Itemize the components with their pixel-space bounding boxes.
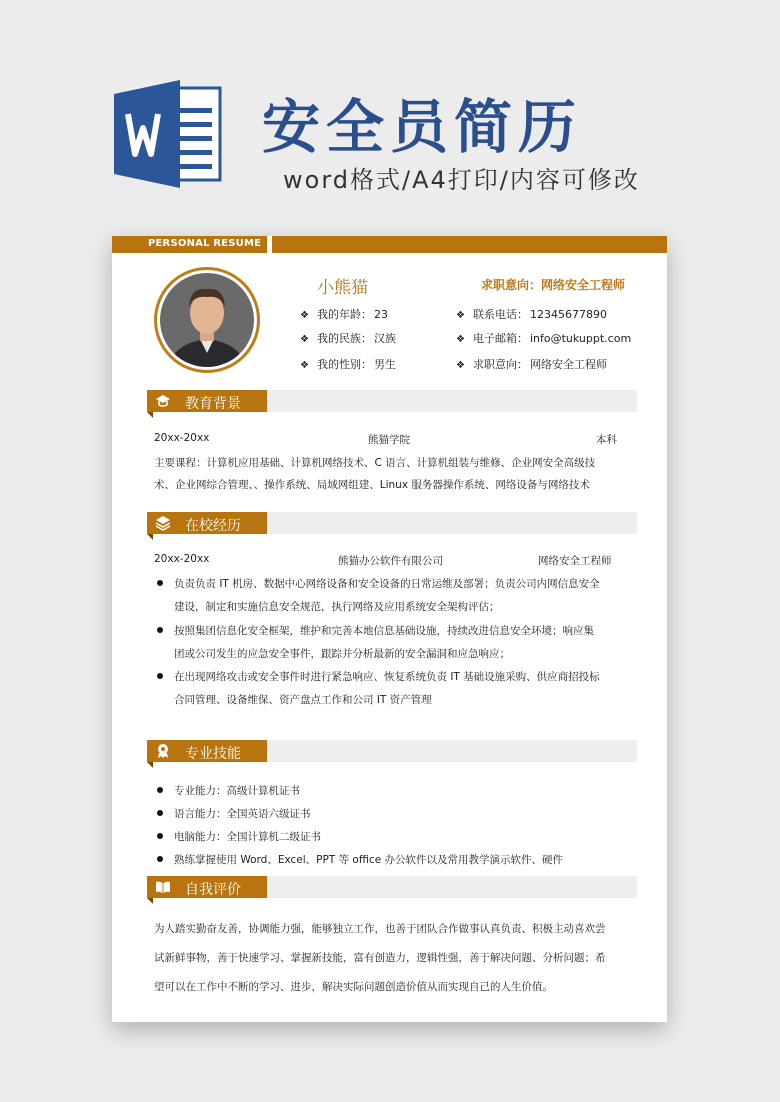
self-eval-line2: 试新鲜事物，善于快速学习、掌握新技能，富有创造力，逻辑性强，善于解决问题、分析问题；希: [154, 952, 606, 964]
graduation-cap-icon: [155, 393, 171, 409]
experience-position: 网络安全工程师: [538, 555, 612, 567]
bullet-dot: [157, 673, 163, 679]
section-education-header: [147, 390, 637, 412]
education-degree: 本科: [596, 434, 617, 446]
promo-title: 安全员简历: [262, 93, 583, 161]
section-self-eval-title: 自我评价: [185, 882, 241, 898]
diamond-bullet-icon: ❖: [300, 334, 309, 345]
info-age: ❖ 我的年龄： 23: [300, 308, 388, 321]
diamond-bullet-icon: ❖: [300, 310, 309, 321]
avatar: [154, 267, 260, 373]
info-gender: ❖ 我的性别： 男生: [300, 358, 396, 371]
skill-item-2: 语言能力：全国英语六级证书: [174, 808, 311, 820]
resume-tag: PERSONAL RESUME: [148, 238, 262, 249]
section-experience-header: [147, 512, 637, 534]
diamond-bullet-icon: ❖: [456, 334, 465, 345]
diamond-bullet-icon: ❖: [456, 310, 465, 321]
info-email: ❖ 电子邮箱： info@tukuppt.com: [456, 332, 632, 345]
bullet-dot: [157, 627, 163, 633]
diamond-bullet-icon: ❖: [456, 360, 465, 371]
education-period: 20xx-20xx: [154, 432, 210, 444]
award-badge-icon: [155, 743, 171, 759]
bullet-dot: [157, 580, 163, 586]
promo-subtitle: word格式/A4打印/内容可修改: [283, 166, 640, 194]
self-eval-line3: 望可以在工作中不断的学习、进步，解决实际问题创造价值从而实现自己的人生价值。: [154, 981, 553, 993]
experience-company: 熊猫办公软件有限公司: [338, 555, 443, 567]
info-phone: ❖ 联系电话： 12345677890: [456, 308, 607, 321]
experience-item-3-line2: 合同管理、设备维保、资产盘点工作和公司 IT 资产管理: [174, 694, 432, 706]
experience-period: 20xx-20xx: [154, 553, 210, 565]
section-self-eval-header: [147, 876, 637, 898]
experience-item-1-line2: 建设，制定和实施信息安全规范，执行网络及应用系统安全架构评估；: [174, 601, 500, 613]
info-intent: ❖ 求职意向： 网络安全工程师: [456, 358, 607, 371]
open-book-icon: [155, 879, 171, 895]
skill-item-4: 熟练掌握使用 Word、Excel、PPT 等 office 办公软件以及常用教学演示软件、硬件: [174, 854, 564, 866]
word-logo-icon: [114, 78, 222, 190]
resume-sheet: [112, 236, 667, 1022]
section-experience-title: 在校经历: [185, 518, 241, 534]
section-skills-title: 专业技能: [185, 746, 241, 762]
education-courses-line2: 术、企业网综合管理、、操作系统、局域网组建、Linux 服务器操作系统、网络设备与网络技术: [154, 479, 590, 491]
skill-item-1: 专业能力：高级计算机证书: [174, 785, 300, 797]
education-courses-line1: 主要课程：计算机应用基础、计算机网络技术、C 语言、计算机组装与维修、企业网安全高级技: [154, 457, 596, 469]
resume-top-line: [272, 236, 667, 253]
layers-icon: [155, 515, 171, 531]
bullet-dot: [157, 810, 163, 816]
section-education-title: 教育背景: [185, 396, 241, 412]
resume-top-strip: [112, 236, 667, 253]
bullet-dot: [157, 787, 163, 793]
bullet-dot: [157, 856, 163, 862]
experience-item-2-line2: 团或公司发生的应急安全事件，跟踪并分析最新的安全漏洞和应急响应；: [174, 648, 510, 660]
avatar-portrait-icon: [160, 273, 254, 367]
info-ethnicity: ❖ 我的民族： 汉族: [300, 332, 396, 345]
self-eval-line1: 为人踏实勤奋友善，协调能力强，能够独立工作，也善于团队合作做事认真负责、积极主动喜欢尝: [154, 923, 606, 935]
experience-item-3-line1: 在出现网络攻击或安全事件时进行紧急响应、恢复系统负责 IT 基础设施采购、供应商招投标: [174, 671, 600, 683]
experience-item-1-line1: 负责负责 IT 机房、数据中心网络设备和安全设备的日常运维及部署；负责公司内网信息安全: [174, 578, 600, 590]
candidate-name: 小熊猫: [317, 278, 368, 298]
skill-item-3: 电脑能力：全国计算机二级证书: [174, 831, 321, 843]
bullet-dot: [157, 833, 163, 839]
diamond-bullet-icon: ❖: [300, 360, 309, 371]
education-school: 熊猫学院: [368, 434, 410, 446]
intent-header: 求职意向：网络安全工程师: [481, 278, 626, 292]
section-skills-header: [147, 740, 637, 762]
experience-item-2-line1: 按照集团信息化安全框架，维护和完善本地信息基础设施，持续改进信息安全环境；响应集: [174, 625, 594, 637]
